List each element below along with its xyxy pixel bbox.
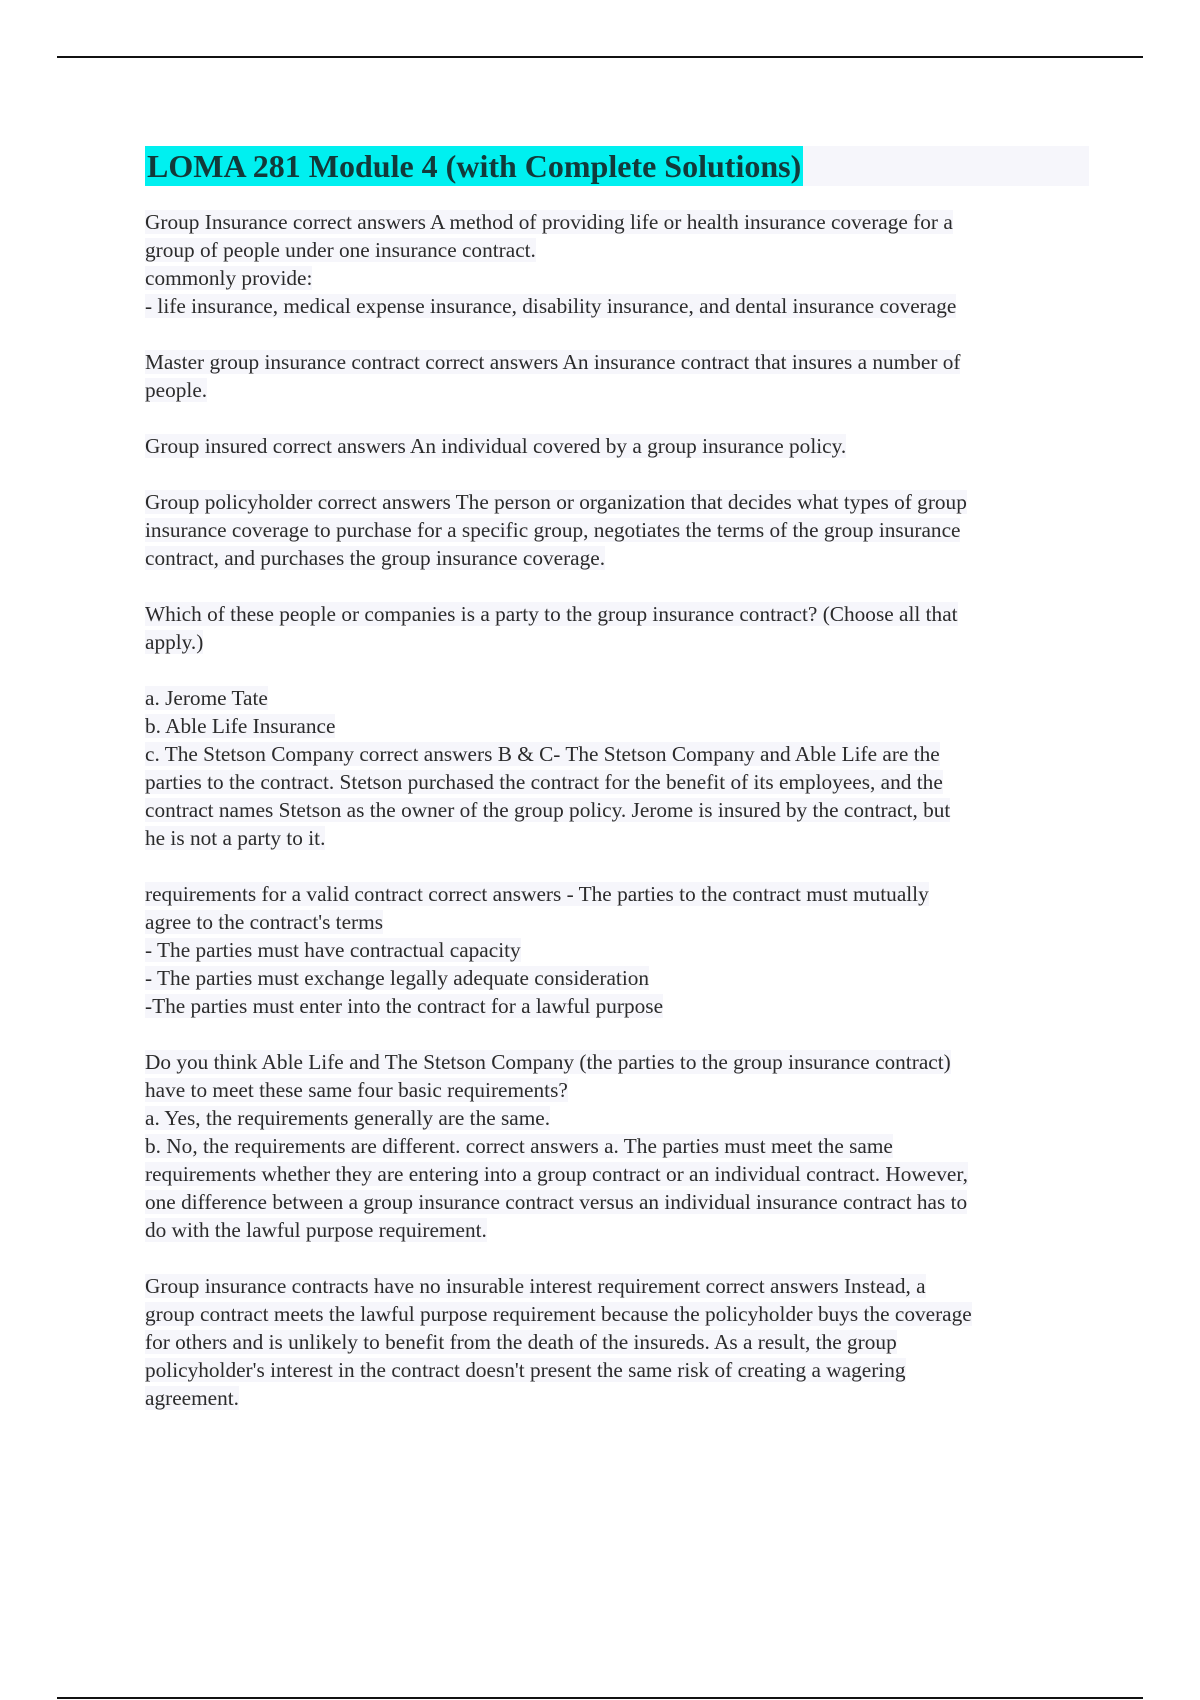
text-line xyxy=(145,908,1089,936)
text-line xyxy=(145,880,1089,908)
text-line-content: - The parties must have contractual capacity xyxy=(145,938,521,962)
text-line-content: Group policyholder correct answers The person or organization that decides what types of group xyxy=(145,490,967,514)
text-line xyxy=(145,208,1089,236)
text-line xyxy=(145,488,1089,516)
text-line-content: -The parties must enter into the contract for a lawful purpose xyxy=(145,994,664,1018)
qa-block xyxy=(145,348,1089,404)
text-line xyxy=(145,740,1089,768)
text-line xyxy=(145,544,1089,572)
text-line-content: policyholder's interest in the contract doesn't present the same risk of creating a wagering xyxy=(145,1358,906,1382)
text-line-content: contract names Stetson as the owner of the group policy. Jerome is insured by the contract, but xyxy=(145,798,951,822)
text-line-content: Group insurance contracts have no insurable interest requirement correct answers Instead, a xyxy=(145,1274,926,1298)
qa-list xyxy=(145,208,1089,1412)
text-line-content: Master group insurance contract correct answers An insurance contract that insures a number of xyxy=(145,350,961,374)
text-line-content: a. Yes, the requirements generally are the same. xyxy=(145,1106,551,1130)
text-line xyxy=(145,1356,1089,1384)
qa-block xyxy=(145,208,1089,320)
text-line-content: Do you think Able Life and The Stetson Company (the parties to the group insurance contract) xyxy=(145,1050,951,1074)
qa-block xyxy=(145,684,1089,852)
text-line xyxy=(145,964,1089,992)
text-line xyxy=(145,600,1089,628)
text-line-content: - life insurance, medical expense insurance, disability insurance, and dental insurance coverage xyxy=(145,294,957,318)
text-line-content: apply.) xyxy=(145,630,204,654)
text-line-content: contract, and purchases the group insurance coverage. xyxy=(145,546,606,570)
text-line-content: he is not a party to it. xyxy=(145,826,326,850)
text-line xyxy=(145,1048,1089,1076)
text-line xyxy=(145,712,1089,740)
text-line-content: parties to the contract. Stetson purchased the contract for the benefit of its employees, and the xyxy=(145,770,943,794)
text-line xyxy=(145,936,1089,964)
page-bottom-rule xyxy=(57,1697,1143,1699)
page-top-rule xyxy=(57,56,1143,58)
text-line-content: requirements whether they are entering into a group contract or an individual contract. However, xyxy=(145,1162,968,1186)
text-line-content: do with the lawful purpose requirement. xyxy=(145,1218,487,1242)
document-title: LOMA 281 Module 4 (with Complete Solutions) xyxy=(147,148,802,184)
text-line-content: Group insured correct answers An individual covered by a group insurance policy. xyxy=(145,434,847,458)
text-line xyxy=(145,264,1089,292)
text-line-content: for others and is unlikely to benefit from the death of the insureds. As a result, the group xyxy=(145,1330,897,1354)
text-line xyxy=(145,796,1089,824)
text-line xyxy=(145,236,1089,264)
qa-block xyxy=(145,432,1089,460)
text-line-content: b. No, the requirements are different. correct answers a. The parties must meet the same xyxy=(145,1134,893,1158)
text-line xyxy=(145,992,1089,1020)
text-line-content: group of people under one insurance contract. xyxy=(145,238,536,262)
qa-block xyxy=(145,600,1089,656)
text-line xyxy=(145,1188,1089,1216)
text-line-content: a. Jerome Tate xyxy=(145,686,268,710)
text-line-content: have to meet these same four basic requirements? xyxy=(145,1078,568,1102)
text-line xyxy=(145,1216,1089,1244)
text-line-content: Group Insurance correct answers A method of providing life or health insurance coverage for a xyxy=(145,210,953,234)
text-line-content: agreement. xyxy=(145,1386,240,1410)
text-line xyxy=(145,684,1089,712)
text-line xyxy=(145,1132,1089,1160)
qa-block xyxy=(145,1272,1089,1412)
text-line-content: people. xyxy=(145,378,208,402)
text-line xyxy=(145,1076,1089,1104)
qa-block xyxy=(145,1048,1089,1244)
text-line-content: one difference between a group insurance contract versus an individual insurance contract has to xyxy=(145,1190,968,1214)
text-line-content: group contract meets the lawful purpose requirement because the policyholder buys the coverage xyxy=(145,1302,972,1326)
text-line-content: - The parties must exchange legally adequate consideration xyxy=(145,966,650,990)
text-line xyxy=(145,1384,1089,1412)
text-line xyxy=(145,1160,1089,1188)
text-line xyxy=(145,824,1089,852)
text-line xyxy=(145,1328,1089,1356)
text-line xyxy=(145,1272,1089,1300)
text-line xyxy=(145,1300,1089,1328)
text-line xyxy=(145,348,1089,376)
qa-block xyxy=(145,880,1089,1020)
text-line-content: requirements for a valid contract correct answers - The parties to the contract must mutually xyxy=(145,882,929,906)
text-line xyxy=(145,768,1089,796)
qa-block xyxy=(145,488,1089,572)
text-line xyxy=(145,1104,1089,1132)
document-body xyxy=(145,146,1089,1440)
text-line-content: agree to the contract's terms xyxy=(145,910,383,934)
text-line-content: commonly provide: xyxy=(145,266,313,290)
text-line-content: insurance coverage to purchase for a specific group, negotiates the terms of the group insurance xyxy=(145,518,961,542)
text-line xyxy=(145,628,1089,656)
text-line-content: c. The Stetson Company correct answers B & C- The Stetson Company and Able Life are the xyxy=(145,742,940,766)
text-line xyxy=(145,516,1089,544)
text-line-content: b. Able Life Insurance xyxy=(145,714,336,738)
text-line xyxy=(145,376,1089,404)
text-line xyxy=(145,432,1089,460)
title-band xyxy=(145,146,1089,186)
text-line-content: Which of these people or companies is a party to the group insurance contract? (Choose all that xyxy=(145,602,958,626)
text-line xyxy=(145,292,1089,320)
